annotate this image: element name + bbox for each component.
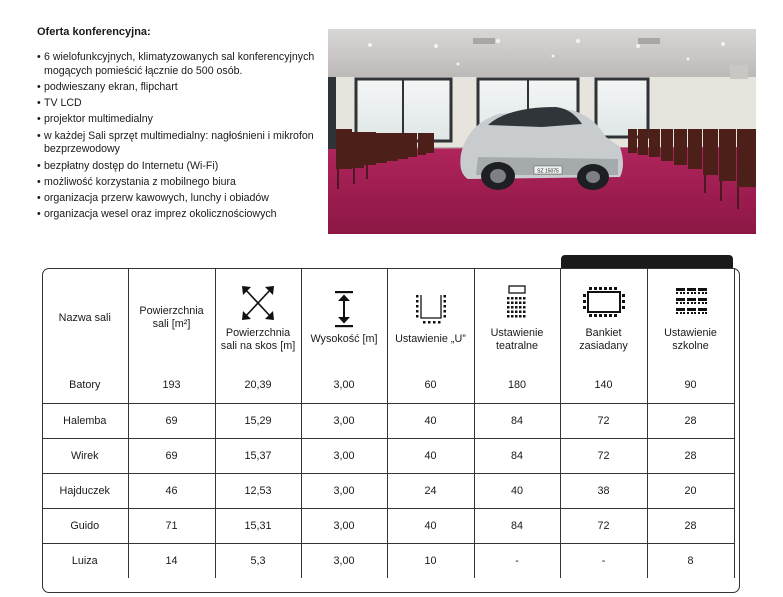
diagonal-cell: 15,37 [215, 438, 301, 473]
u-layout-cell: 40 [387, 508, 474, 543]
header-diagonal [215, 268, 301, 368]
u-layout-cell: 10 [387, 543, 474, 578]
header-u-layout [387, 268, 474, 368]
height-cell: 3,00 [301, 438, 387, 473]
header-height [301, 268, 387, 368]
height-cell: 3,00 [301, 508, 387, 543]
height-arrow-icon [305, 290, 384, 328]
diagonal-cell: 5,3 [215, 543, 301, 578]
conference-room-photo [328, 29, 756, 234]
rooms-table [42, 268, 735, 578]
area-cell: 71 [128, 508, 215, 543]
u-layout-cell: 40 [387, 438, 474, 473]
area-cell: 14 [128, 543, 215, 578]
conference-room-illustration [328, 29, 756, 234]
diagonal-cell: 12,53 [215, 473, 301, 508]
banquet-cell: 72 [560, 403, 647, 438]
room-name-cell: Wirek [42, 438, 128, 473]
banquet-cell: 72 [560, 438, 647, 473]
area-cell: 69 [128, 438, 215, 473]
theatre-cell: - [474, 543, 560, 578]
height-cell: 3,00 [301, 543, 387, 578]
u-layout-cell: 40 [387, 403, 474, 438]
area-cell: 46 [128, 473, 215, 508]
school-cell: 28 [647, 508, 734, 543]
banquet-cell: - [560, 543, 647, 578]
diagonal-arrows-icon [219, 284, 298, 322]
school-cell: 8 [647, 543, 734, 578]
header-label: Powierzchnia sali na skos [m] [220, 326, 296, 352]
header-label: Powierzchnia sali [m²] [139, 305, 204, 330]
header-label: Nazwa sali [58, 311, 111, 324]
header-label: Wysokość [m] [310, 333, 378, 345]
table-row [42, 438, 734, 473]
school-cell: 28 [647, 403, 734, 438]
height-cell: 3,00 [301, 403, 387, 438]
highlight-tab [561, 255, 733, 269]
school-cell: 90 [647, 368, 734, 403]
room-name-cell: Guido [42, 508, 128, 543]
header-room-name [42, 268, 128, 368]
offer-item: • 6 wielofunkcyjnych, klimatyzowanych sal konferencyjnych mogących pomieścić łącznie do 500 osób. [37, 51, 317, 78]
u-layout-cell: 24 [387, 473, 474, 508]
banquet-layout-icon [564, 284, 644, 322]
theatre-layout-icon [478, 284, 557, 322]
school-cell: 20 [647, 473, 734, 508]
diagonal-cell: 15,31 [215, 508, 301, 543]
header-banquet-layout [560, 268, 647, 368]
banquet-cell: 72 [560, 508, 647, 543]
offer-list [37, 51, 317, 225]
offer-item: • bezpłatny dostęp do Internetu (Wi-Fi) [37, 160, 317, 174]
offer-item: • organizacja przerw kawowych, lunchy i obiadów [37, 192, 317, 206]
room-name-cell: Halemba [42, 403, 128, 438]
room-name-cell: Batory [42, 368, 128, 403]
offer-item: • projektor multimedialny [37, 113, 317, 127]
header-label: Ustawienie teatralne [490, 326, 544, 352]
table-row [42, 543, 734, 578]
u-layout-cell: 60 [387, 368, 474, 403]
offer-item: • podwieszany ekran, flipchart [37, 81, 317, 95]
diagonal-cell: 15,29 [215, 403, 301, 438]
theatre-cell: 84 [474, 508, 560, 543]
header-label: Bankiet zasiadany [579, 326, 628, 352]
school-layout-icon [651, 284, 731, 322]
header-label: Ustawienie „U” [395, 333, 466, 345]
offer-item: • TV LCD [37, 97, 317, 111]
offer-item: • w każdej Sali sprzęt multimedialny: nagłośnieni i mikrofon bezprzewodowy [37, 130, 317, 157]
theatre-cell: 40 [474, 473, 560, 508]
banquet-cell: 38 [560, 473, 647, 508]
header-theatre-layout [474, 268, 560, 368]
banquet-cell: 140 [560, 368, 647, 403]
header-area [128, 268, 215, 368]
school-cell: 28 [647, 438, 734, 473]
table-row [42, 508, 734, 543]
area-cell: 69 [128, 403, 215, 438]
room-name-cell: Hajduczek [42, 473, 128, 508]
table-row [42, 368, 734, 403]
height-cell: 3,00 [301, 473, 387, 508]
theatre-cell: 180 [474, 368, 560, 403]
u-layout-icon [391, 290, 471, 328]
area-cell: 193 [128, 368, 215, 403]
height-cell: 3,00 [301, 368, 387, 403]
offer-item: • możliwość korzystania z mobilnego biura [37, 176, 317, 190]
offer-item: • organizacja wesel oraz imprez okolicznościowych [37, 208, 317, 222]
header-row [42, 268, 734, 368]
license-plate: SZ 15075 [537, 168, 559, 175]
header-school-layout [647, 268, 734, 368]
table-row [42, 403, 734, 438]
theatre-cell: 84 [474, 438, 560, 473]
header-label: Ustawienie szkolne [664, 326, 717, 352]
table-row [42, 473, 734, 508]
offer-title: Oferta konferencyjna: [37, 26, 151, 38]
room-name-cell: Luiza [42, 543, 128, 578]
theatre-cell: 84 [474, 403, 560, 438]
diagonal-cell: 20,39 [215, 368, 301, 403]
